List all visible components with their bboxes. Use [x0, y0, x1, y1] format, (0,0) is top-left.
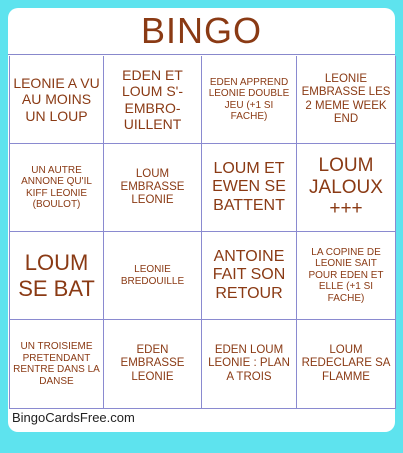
bingo-cell[interactable]: LA COPINE DE LEONIE SAIT POUR EDEN ET ELLE (+1 SI FACHE): [297, 232, 396, 320]
bingo-cell[interactable]: LOUM EMBRASSE LEONIE: [104, 144, 202, 232]
bingo-cell[interactable]: LEONIE EMBRASSE LES 2 MEME WEEK END: [297, 56, 396, 144]
bingo-cell[interactable]: LEONIE A VU AU MOINS UN LOUP: [9, 56, 104, 144]
bingo-cell[interactable]: LOUM JALOUX +++: [297, 144, 396, 232]
bingo-cell[interactable]: UN TROISIEME PRETENDANT RENTRE DANS LA DANSE: [9, 320, 104, 409]
bingo-cell[interactable]: EDEN ET LOUM S'-EMBRO-UILLENT: [104, 56, 202, 144]
bingo-card: [8, 8, 395, 432]
site-credit: BingoCardsFree.com: [12, 410, 135, 425]
bingo-cell[interactable]: LOUM ET EWEN SE BATTENT: [202, 144, 297, 232]
card-title: BINGO: [8, 8, 395, 55]
bingo-cell[interactable]: LEONIE BREDOUILLE: [104, 232, 202, 320]
bingo-cell[interactable]: EDEN EMBRASSE LEONIE: [104, 320, 202, 409]
bingo-cell[interactable]: LOUM SE BAT: [9, 232, 104, 320]
bingo-cell[interactable]: LOUM REDECLARE SA FLAMME: [297, 320, 396, 409]
bingo-cell[interactable]: EDEN LOUM LEONIE : PLAN A TROIS: [202, 320, 297, 409]
bingo-cell[interactable]: ANTOINE FAIT SON RETOUR: [202, 232, 297, 320]
bingo-cell[interactable]: UN AUTRE ANNONE QU'IL KIFF LEONIE (BOULOT): [9, 144, 104, 232]
bingo-cell[interactable]: EDEN APPREND LEONIE DOUBLE JEU (+1 SI FACHE): [202, 56, 297, 144]
bingo-grid: [9, 56, 396, 409]
